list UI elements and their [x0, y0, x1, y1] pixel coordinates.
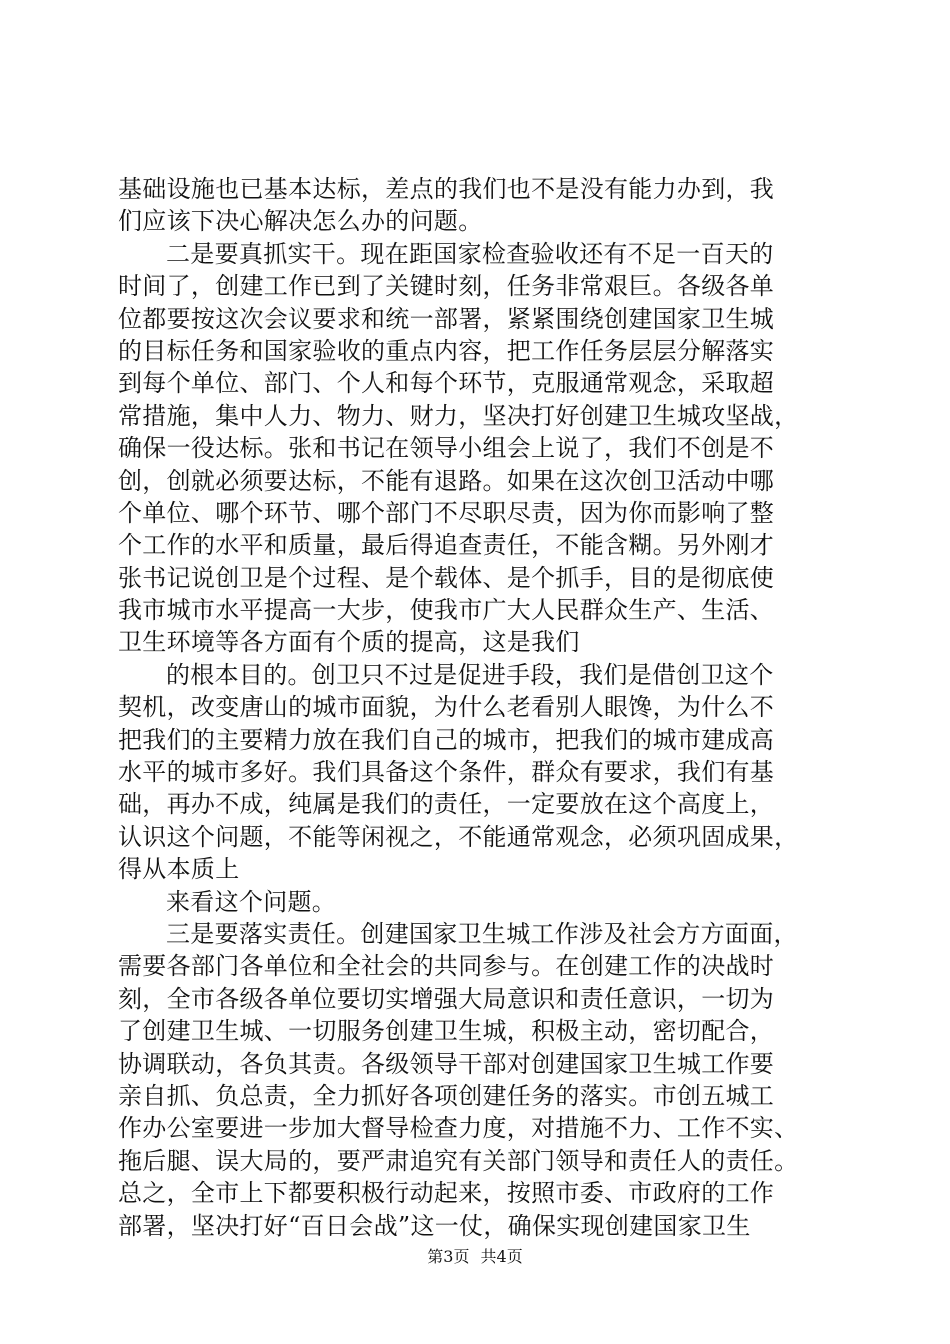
text-line: 把我们的主要精力放在我们自己的城市，把我们的城市建成高 [118, 725, 775, 754]
text-line: 刻，全市各级各单位要切实增强大局意识和责任意识，一切为 [118, 984, 775, 1013]
document-body [118, 173, 838, 1242]
text-line: 个工作的水平和质量，最后得追查责任，不能含糊。另外刚才 [118, 531, 775, 560]
text-line: 亲自抓、负总责，全力抓好各项创建任务的落实。市创五城工 [118, 1081, 775, 1110]
text-line: 我市城市水平提高一大步，使我市广大人民群众生产、生活、 [118, 596, 775, 625]
text-line: 水平的城市多好。我们具备这个条件，群众有要求，我们有基 [118, 758, 775, 787]
page-footer [0, 1244, 950, 1267]
text-line: 拖后腿、误大局的，要严肃追究有关部门领导和责任人的责任。 [118, 1146, 799, 1175]
text-line: 得从本质上 [118, 855, 240, 884]
text-line: 们应该下决心解决怎么办的问题。 [118, 207, 483, 236]
text-line: 到每个单位、部门、个人和每个环节，克服通常观念，采取超 [118, 369, 775, 398]
text-line: 来看这个问题。 [166, 887, 337, 916]
text-line: 总之，全市上下都要积极行动起来，按照市委、市政府的工作 [118, 1179, 775, 1208]
text-line: 作办公室要进一步加大督导检查力度，对措施不力、工作不实、 [118, 1114, 799, 1143]
text-line: 了创建卫生城、一切服务创建卫生城，积极主动，密切配合， [118, 1017, 775, 1046]
text-line: 确保一役达标。张和书记在领导小组会上说了，我们不创是不 [118, 434, 775, 463]
text-line: 的根本目的。创卫只不过是促进手段，我们是借创卫这个 [166, 660, 774, 689]
text-line: 时间了，创建工作已到了关键时刻，任务非常艰巨。各级各单 [118, 272, 775, 301]
text-line: 位都要按这次会议要求和统一部署，紧紧围绕创建国家卫生城 [118, 304, 775, 333]
text-line: 协调联动，各负其责。各级领导干部对创建国家卫生城工作要 [118, 1049, 775, 1078]
text-line: 二是要真抓实干。现在距国家检查验收还有不足一百天的 [166, 239, 774, 268]
text-line: 的目标任务和国家验收的重点内容，把工作任务层层分解落实 [118, 336, 775, 365]
text-line: 础，再办不成，纯属是我们的责任，一定要放在这个高度上， [118, 790, 775, 819]
text-line: 部署，坚决打好“百日会战”这一仗，确保实现创建国家卫生 [118, 1211, 751, 1240]
text-line: 契机，改变唐山的城市面貌，为什么老看别人眼馋，为什么不 [118, 693, 775, 722]
text-line: 认识这个问题，不能等闲视之，不能通常观念，必须巩固成果， [118, 822, 799, 851]
text-line: 三是要落实责任。创建国家卫生城工作涉及社会方方面面， [166, 919, 798, 948]
text-line: 创，创就必须要达标，不能有退路。如果在这次创卫活动中哪 [118, 466, 775, 495]
text-line: 张书记说创卫是个过程、是个载体、是个抓手，目的是彻底使 [118, 563, 775, 592]
page-number: 第3页 [427, 1247, 470, 1266]
text-line: 个单位、哪个环节、哪个部门不尽职尽责，因为你而影响了整 [118, 498, 775, 527]
text-line: 常措施，集中人力、物力、财力，坚决打好创建卫生城攻坚战， [118, 401, 799, 430]
page-total: 共4页 [480, 1247, 523, 1266]
text-line: 需要各部门各单位和全社会的共同参与。在创建工作的决战时 [118, 952, 775, 981]
text-line: 卫生环境等各方面有个质的提高，这是我们 [118, 628, 580, 657]
text-line: 基础设施也已基本达标，差点的我们也不是没有能力办到，我 [118, 175, 775, 203]
